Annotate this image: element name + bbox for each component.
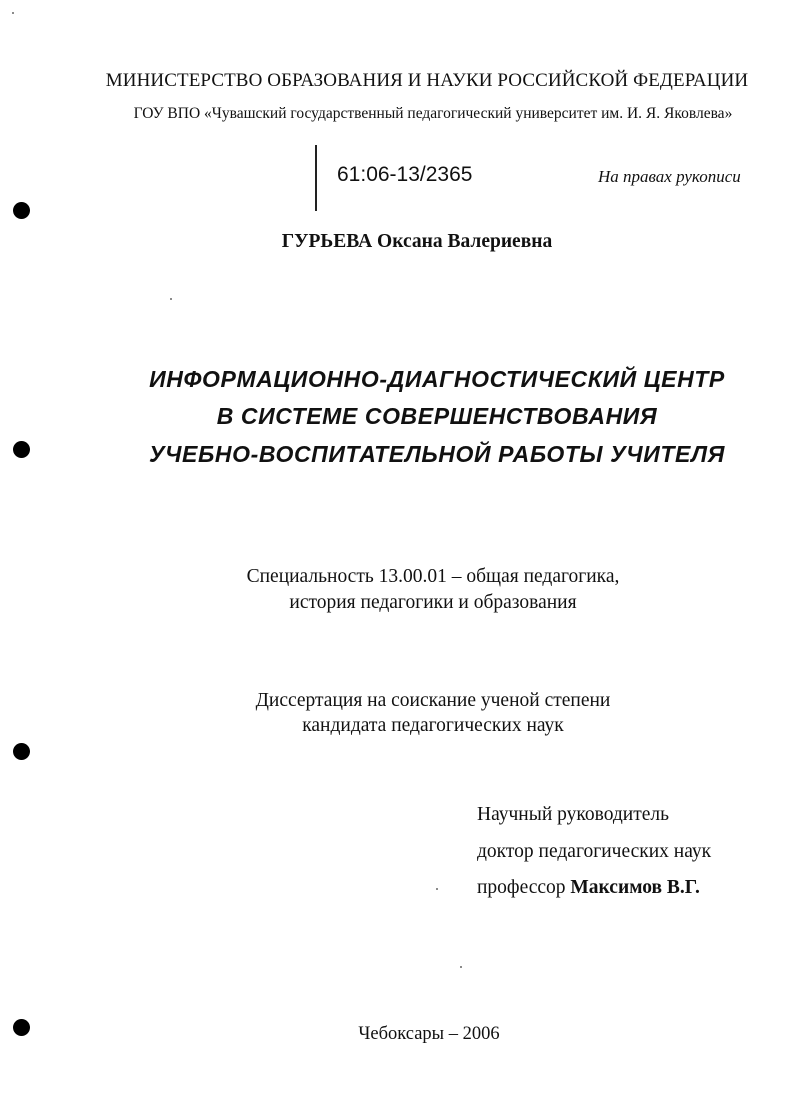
- punch-hole-mark: [13, 202, 30, 219]
- author-name: ГУРЬЕВА Оксана Валериевна: [281, 231, 553, 252]
- specialty-line-2: история педагогики и образования: [289, 592, 577, 613]
- title-line-1: ИНФОРМАЦИОННО-ДИАГНОСТИЧЕСКИЙ ЦЕНТР: [149, 366, 725, 392]
- scan-speck: [436, 888, 438, 890]
- punch-hole-mark: [13, 743, 30, 760]
- punch-hole-mark: [13, 441, 30, 458]
- ministry-heading: МИНИСТЕРСТВО ОБРАЗОВАНИЯ И НАУКИ РОССИЙСКОЙ ФЕДЕРАЦИИ: [105, 70, 749, 91]
- supervisor-title-prefix: профессор: [477, 877, 566, 898]
- title-line-2: В СИСТЕМЕ СОВЕРШЕНСТВОВАНИЯ: [216, 403, 658, 429]
- scan-speck: [460, 966, 462, 968]
- university-name: ГОУ ВПО «Чувашский государственный педагогический университет им. И. Я. Яковлева»: [133, 105, 733, 122]
- supervisor-name: Максимов В.Г.: [570, 877, 700, 898]
- supervisor-name-line: [477, 877, 700, 899]
- supervisor-degree: доктор педагогических наук: [477, 841, 712, 862]
- catalog-code: 61:06-13/2365: [337, 163, 473, 186]
- dissertation-line-2: кандидата педагогических наук: [302, 715, 564, 736]
- city-year: Чебоксары – 2006: [358, 1024, 500, 1044]
- scan-speck: [170, 298, 172, 300]
- divider-line: [315, 145, 317, 211]
- scan-speck: [12, 12, 14, 14]
- punch-hole-mark: [13, 1019, 30, 1036]
- specialty-line-1: Специальность 13.00.01 – общая педагогика,: [246, 566, 620, 587]
- manuscript-rights-note: На правах рукописи: [598, 167, 741, 186]
- supervisor-role: Научный руководитель: [477, 804, 670, 825]
- dissertation-line-1: Диссертация на соискание ученой степени: [255, 690, 611, 711]
- title-line-3: УЧЕБНО-ВОСПИТАТЕЛЬНОЙ РАБОТЫ УЧИТЕЛЯ: [149, 441, 725, 467]
